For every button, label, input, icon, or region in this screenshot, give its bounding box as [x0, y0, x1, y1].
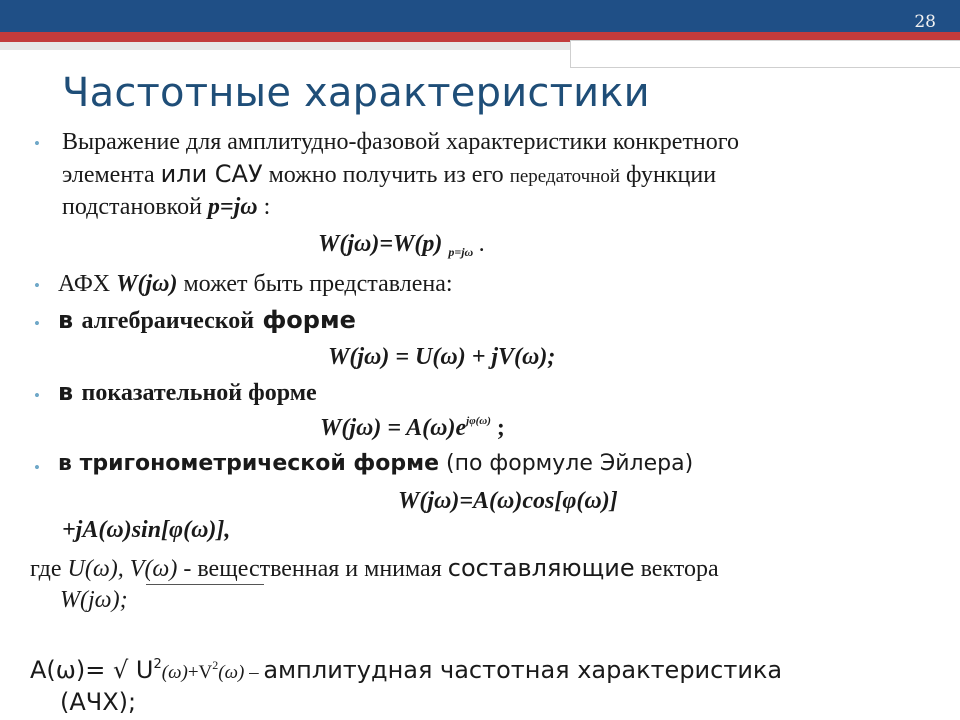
formula-3: [320, 414, 505, 446]
text-segment: передаточной: [509, 166, 621, 187]
formula-main: W(jω) = A(ω)e: [320, 415, 467, 441]
paragraph-3: [58, 306, 356, 335]
text-segment: где: [30, 556, 68, 582]
text-segment: функции: [620, 162, 717, 188]
paragraph-1-line-1: [62, 128, 739, 156]
paragraph-2: [58, 270, 453, 298]
formula-end: ;: [490, 415, 505, 441]
gray-stripe-left: [0, 42, 570, 50]
text-segment: (по формуле Эйлера): [439, 451, 694, 476]
formula-4b: [62, 516, 230, 544]
formula-end: .: [473, 231, 486, 257]
formula-inline: U(ω), V(ω): [67, 556, 178, 582]
formula-1: [318, 230, 485, 261]
formula-superscript: jφ(ω): [466, 415, 491, 427]
text-segment: в тригонометрической форме: [58, 451, 440, 476]
text-segment: –: [244, 662, 264, 683]
formula-4: [398, 487, 618, 515]
underline-rule: [146, 584, 264, 585]
accent-stripe-left: [0, 32, 570, 42]
formula-main: W(jω)=W(p): [318, 231, 443, 257]
formula-inline: W(jω): [116, 271, 178, 297]
text-segment: может быть представлена:: [177, 271, 453, 297]
paragraph-7-line-2: [60, 688, 136, 716]
header-bar: [0, 0, 960, 32]
slide-title: Частотные характеристики: [62, 70, 650, 116]
formula-inline: W(jω);: [60, 587, 128, 613]
bullet-1: •: [34, 134, 40, 153]
text-segment: (АЧХ);: [60, 688, 137, 716]
text-segment: в: [58, 306, 82, 334]
formula-algebraic: W(jω) = U(ω) + jV(ω);: [328, 344, 556, 370]
text-segment: :: [257, 194, 271, 220]
text-segment: подстановкой: [62, 194, 208, 220]
formula-trig-part-1: W(jω)=A(ω)cos[φ(ω)]: [398, 488, 618, 514]
paragraph-7-line-1: [30, 656, 782, 689]
text-segment: или САУ: [160, 160, 263, 188]
paragraph-1-line-2: [62, 160, 716, 191]
text-segment: (ω): [218, 662, 245, 683]
accent-stripe-right: [570, 32, 960, 40]
header-panel-right: [570, 40, 960, 68]
text-segment: форме: [254, 306, 356, 334]
bullet-3: •: [34, 314, 40, 333]
text-segment: вектора: [634, 556, 719, 582]
bullet-5: •: [34, 458, 40, 477]
paragraph-4: [58, 378, 317, 407]
superscript: 2: [212, 658, 219, 672]
text-segment: показательной форме: [81, 380, 317, 406]
paragraph-1-line-3: [62, 193, 270, 221]
text-segment: элемента: [62, 162, 161, 188]
text-segment: составляющие: [447, 554, 635, 582]
text-segment: АФХ: [58, 271, 117, 297]
superscript: 2: [153, 657, 162, 672]
paragraph-1-text-a: Выражение для амплитудно-фазовой характеристики конкретного: [62, 129, 740, 155]
formula-inline: p=jω: [207, 194, 258, 220]
formula-2: [328, 343, 555, 371]
text-segment: A(ω)= √ U: [30, 656, 154, 684]
bullet-2: •: [34, 276, 40, 295]
bullet-4: •: [34, 386, 40, 405]
text-segment: алгебраической: [81, 308, 255, 334]
text-segment: - вещественная и мнимая: [177, 556, 448, 582]
formula-subscript: p=jω: [448, 245, 474, 259]
paragraph-6-line-2: [60, 586, 128, 614]
text-segment: амплитудная частотная характеристика: [263, 656, 783, 684]
text-segment: в: [58, 378, 82, 406]
paragraph-5: [58, 450, 693, 478]
paragraph-6-line-1: [30, 554, 719, 583]
text-segment: +V: [187, 662, 213, 683]
formula-trig-part-2: +jA(ω)sin[φ(ω)],: [62, 517, 231, 543]
text-segment: можно получить из его: [262, 162, 510, 188]
text-segment: (ω): [161, 662, 188, 683]
slide-number: 28: [914, 12, 936, 32]
